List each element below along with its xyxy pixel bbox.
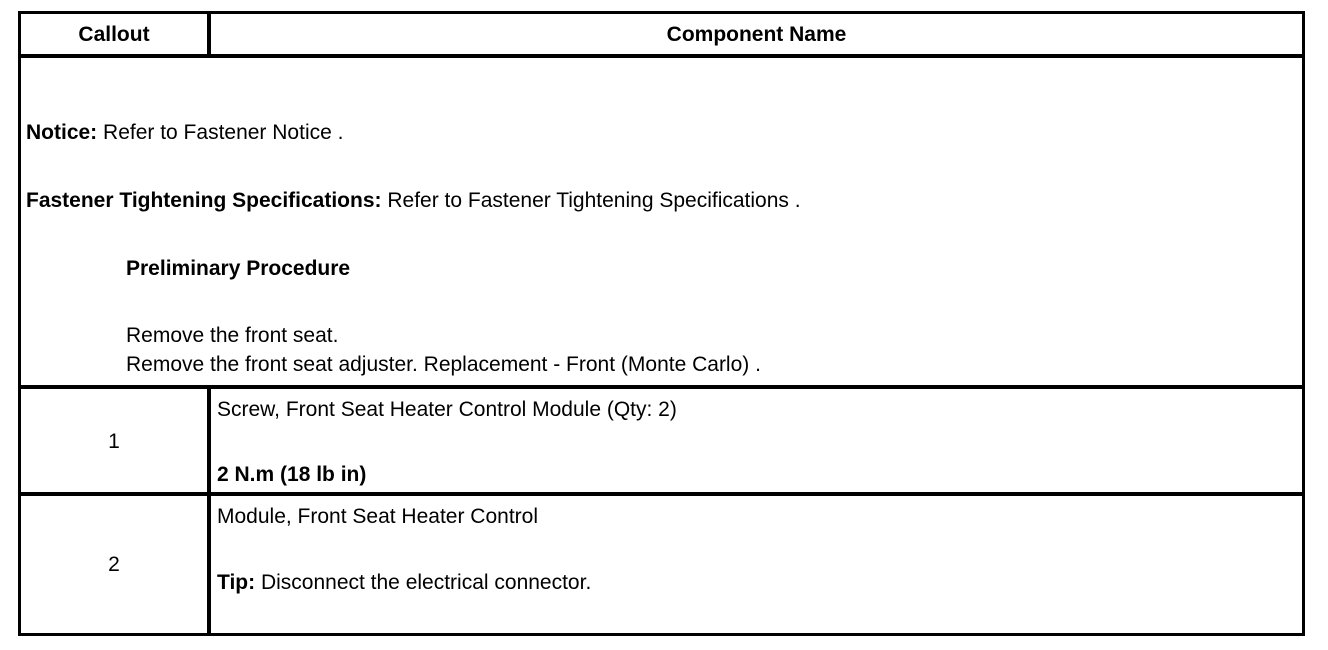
table-header-row [21,14,1302,58]
step-item: Remove the front seat. [126,324,339,347]
callout-number: 1 [108,430,120,453]
header-callout: Callout [78,23,150,46]
spec-line [26,188,801,214]
callout-cell [21,389,211,492]
notice-label: Notice: [26,121,98,144]
component-cell [211,389,1302,492]
header-component-cell [211,14,1302,54]
torque-spec: 2 N.m (18 lb in) [217,463,367,486]
preliminary-heading: Preliminary Procedure [126,257,351,280]
header-callout-cell [21,14,211,54]
notice-text: Refer to Fastener Notice . [97,121,344,144]
callout-number: 2 [108,553,120,576]
notice-line [26,120,343,146]
tip-label: Tip: [217,571,256,594]
notes-row [21,58,1302,389]
component-name: Module, Front Seat Heater Control [217,505,538,528]
spec-text: Refer to Fastener Tightening Specifications . [381,189,801,212]
tip-line [217,570,591,596]
component-table [18,11,1305,636]
table-row [21,496,1302,633]
step-item: Remove the front seat adjuster. Replacement - Front (Monte Carlo) . [126,353,761,376]
tip-text: Disconnect the electrical connector. [255,571,592,594]
spec-label: Fastener Tightening Specifications: [26,189,382,212]
callout-cell [21,496,211,633]
component-cell [211,496,1302,633]
component-name: Screw, Front Seat Heater Control Module (Qty: 2) [217,398,677,421]
table-row [21,389,1302,496]
header-component-name: Component Name [666,23,847,46]
